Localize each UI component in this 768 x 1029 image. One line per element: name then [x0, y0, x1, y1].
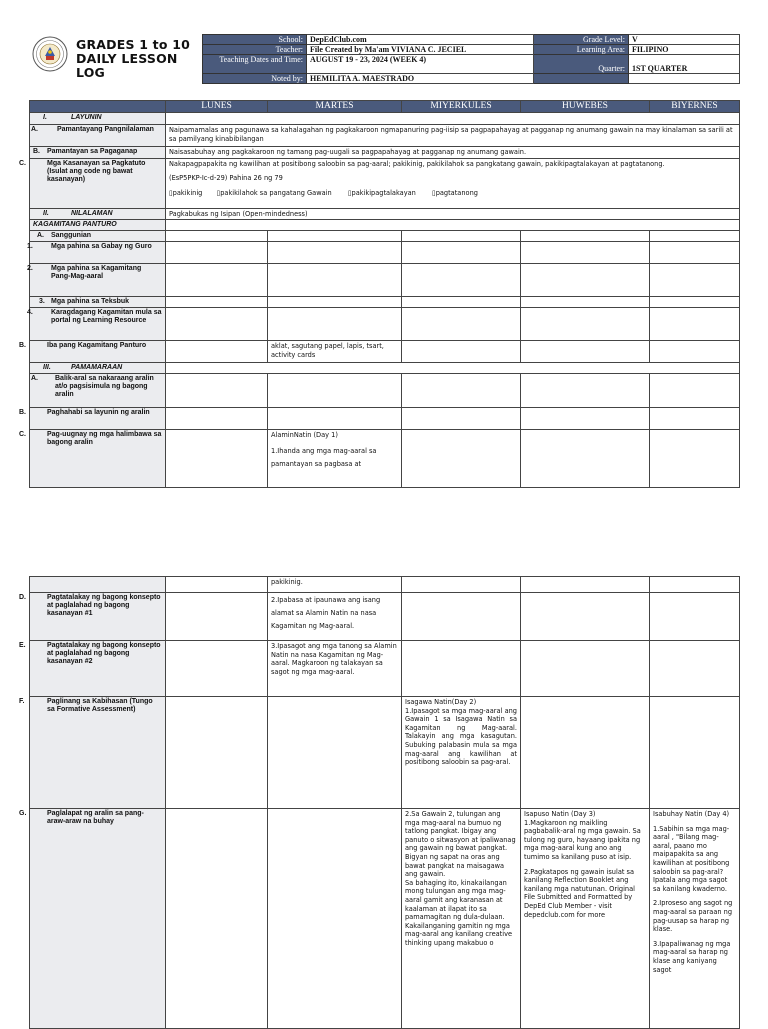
isabuhay-step3: 3.Ipapaliwanag ng mga mag-aaral sa harap ng klase ang kaniyang sagot [653, 939, 731, 974]
row-sanggunian: A. Sanggunian [30, 231, 166, 242]
cell [402, 430, 521, 488]
cell [521, 577, 650, 593]
cell [166, 374, 268, 408]
pagtatalakay-1-martes: 2.Ipabasa at ipaunawa ang isang alamat sa Alamin Natin na nasa Kagamitan ng Mag-aaral. [268, 593, 402, 641]
check-item: pagtatanong [435, 188, 478, 197]
school-label: School: [203, 35, 307, 45]
cell [402, 641, 521, 697]
quarter-value: 1ST QUARTER [629, 55, 740, 74]
cell [166, 231, 268, 242]
continued-label [30, 577, 166, 593]
cell [166, 809, 268, 1029]
quarter-label: Quarter: [534, 55, 629, 74]
cell [268, 242, 402, 264]
cell [268, 408, 402, 430]
area-value: FILIPINO [629, 45, 740, 55]
cell [268, 231, 402, 242]
day-miyerkules: MIYERKULES [402, 101, 521, 113]
cell [268, 374, 402, 408]
pamantayan-sa-pagaganap-content: Naisasabuhay ang pagkakaroon ng tamang pag-uugali sa pagpapahayag at pagganap ng anumang gawain. [166, 147, 740, 159]
cell [402, 231, 521, 242]
cell [166, 430, 268, 488]
cell [166, 697, 268, 809]
paglinang-miyerkules: Isagawa Natin(Day 2) 1.Ipasagot sa mga mag-aaral ang Gawain 1 sa Isagawa Natin sa Kagamitan ng Mag-aaral. Talakayin ang mga kasagutan. Subuking palabasin mula sa mga mag-aaral ang kawilihan at positibong saloobin sa pag-aral. [402, 697, 521, 809]
cell [166, 577, 268, 593]
check-box-icon: ▯ [169, 188, 173, 197]
teacher-value: File Created by Ma'am VIVIANA C. JECIEL [307, 45, 534, 55]
cell [402, 341, 521, 363]
kasanayan-checklist [169, 189, 736, 198]
isabuhay-step2: 2.Iproseso ang sagot ng mag-aaral sa paraan ng pag-uusap sa harap ng klase. [653, 899, 733, 934]
title-line2: DAILY LESSON LOG [76, 51, 178, 80]
cell [650, 593, 740, 641]
section-nilalaman: II. NILALAMAN [30, 208, 166, 220]
teacher-label: Teacher: [203, 45, 307, 55]
isapuso-natin-text: Isapuso Natin (Day 3) 1.Magkaroon ng maikling pagbabalik-aral ng mga gawain. Sa tulong ng guro, hayaang ipakita ng mga mag-aaral kung ano ang tumimo sa kanilang puso at isip. [524, 810, 641, 861]
cell [650, 641, 740, 697]
row-pagtatalakay-1: D. Pagtatalakay ng bagong konsepto at paglalahad ng bagong kasanayan #1 [30, 593, 166, 641]
paglalapat-huwebes [521, 809, 650, 1029]
cell [650, 408, 740, 430]
reflection-booklet-text: 2.Pagkatapos ng gawain isulat sa kanilang Reflection Booklet ang kanilang mga natutunan. Original File Submitted and Formatted by DepEd Club Member - visit depedclub.com for more [524, 867, 635, 919]
row-paglalapat: G. Paglalapat ng aralin sa pang-araw-araw na buhay [30, 809, 166, 1029]
cell [166, 297, 268, 308]
cell [166, 408, 268, 430]
cell [402, 297, 521, 308]
cell [521, 341, 650, 363]
cell [650, 242, 740, 264]
row-pamantayang-pangnilalaman: A. Pamantayang Pangnilalaman [30, 125, 166, 147]
section-kagamitang-panturo: KAGAMITANG PANTURO [30, 220, 166, 231]
cell [650, 231, 740, 242]
grade-value: V [629, 35, 740, 45]
cell [268, 264, 402, 297]
area-label: Learning Area: [534, 45, 629, 55]
cell [402, 408, 521, 430]
kagamitang-blank [166, 220, 740, 231]
cell [521, 430, 650, 488]
kasanayan-text: Nakapagpapakita ng kawilihan at positibong saloobin sa pag-aaral; pakikinig, pakikilahok sa pangkatang gawain, pakikipagtalakayan at pagtatanong. [169, 159, 665, 168]
cell [166, 308, 268, 341]
check-box-icon: ▯ [216, 188, 221, 197]
paglalapat-miyerkules: 2.Sa Gawain 2, tulungan ang mga mag-aaral na bumuo ng tatlong pangkat. Ibigay ang panuto o sitwasyon at ipaliwanag ang gawain ng bawat pangkat. Bigyan ng sapat na oras ang bawat pangkat na maisagawa ang gawain. Sa bahaging ito, kinakailangan mong tulungan ang mga mag-aaral gamit ang karanasan at kaalaman at ilapat ito sa pamamagitan ng dula-dulaan. Kakailanganing gamitin ng mga mag-aaral ang kanilang creative thinking upang makabuo o [402, 809, 521, 1029]
row-balik-aral: A. Balik-aral sa nakaraang aralin at/o pagsisimula ng bagong aralin [30, 374, 166, 408]
noted-value: HEMILITA A. MAESTRADO [307, 74, 534, 84]
cell [521, 242, 650, 264]
day-lunes: LUNES [166, 101, 268, 113]
mga-kasanayan-content [166, 158, 740, 208]
check-item: pakikilahok sa pangatang Gawain [220, 188, 332, 197]
section-pamamaraan: III. PAMAMARAAN [30, 363, 166, 374]
cell [521, 297, 650, 308]
check-box-icon: ▯ [432, 188, 436, 197]
cell [268, 697, 402, 809]
grade-label: Grade Level: [534, 35, 629, 45]
cell [166, 341, 268, 363]
check-box-icon: ▯ [347, 188, 352, 197]
cell [268, 308, 402, 341]
alamin-natin-heading: AlaminNatin (Day 1) [271, 431, 338, 440]
day-header-row [30, 101, 740, 113]
row-mga-kasanayan: C. Mga Kasanayan sa Pagkatuto (Isulat ang code ng bawat kasanayan) [30, 158, 166, 208]
cell [650, 264, 740, 297]
cell [402, 308, 521, 341]
cell [402, 242, 521, 264]
school-value: DepEdClub.com [307, 35, 534, 45]
cell [650, 308, 740, 341]
cell [402, 577, 521, 593]
alamin-natin-step1: 1.Ihanda ang mga mag-aaral sa pamantayan sa pagbasa at [271, 446, 377, 468]
header-blank-cell [534, 74, 629, 84]
deped-seal-logo [32, 36, 68, 72]
noted-label: Noted by: [203, 74, 307, 84]
document-title [76, 38, 206, 80]
row-pag-uugnay: C. Pag-uugnay ng mga halimbawa sa bagong aralin [30, 430, 166, 488]
cell [166, 264, 268, 297]
row-pagtatalakay-2: E. Pagtatalakay ng bagong konsepto at paglalahad ng bagong kasanayan #2 [30, 641, 166, 697]
section-layunin: I. LAYUNIN [30, 113, 166, 125]
row-teksbuk: 3. Mga pahina sa Teksbuk [30, 297, 166, 308]
cell [166, 242, 268, 264]
day-header-blank [30, 101, 166, 113]
cell [166, 593, 268, 641]
check-item: pakikipagtalakayan [351, 188, 416, 197]
cell [402, 593, 521, 641]
iba-pang-kagamitang-martes: aklat, sagutang papel, lapis, tsart, activity cards [268, 341, 402, 363]
kasanayan-code: (EsP5PKP-Ic-d-29) Pahina 26 ng 79 [169, 174, 283, 183]
isabuhay-step1: 1.Sabihin sa mga mag-aaral , "Bilang mag-aaral, paano mo maipapakita sa ang kawilihan at positibong saloobin sa pag-aral? Ipatala ang mga sagot sa kanilang kwaderno. [653, 824, 730, 893]
cell [521, 593, 650, 641]
cell [650, 697, 740, 809]
row-kagamitang-pang-mag-aaral: 2. Mga pahina sa Kagamitang Pang-Mag-aaral [30, 264, 166, 297]
cell [521, 308, 650, 341]
pamantayang-pangnilalaman-content: Naipamamalas ang pagunawa sa kahalagahan ng pagkakaroon ngmapanuring pag-iisip sa pagpapahayag at pagganap ng anumang gawain na may kinalaman sa sarili at sa pamilyang kinabibilangan [166, 125, 740, 147]
continued-martes: pakikinig. [268, 577, 402, 593]
row-karagdagang-kagamitan: 4. Karagdagang Kagamitan mula sa portal ng Learning Resource [30, 308, 166, 341]
row-paglinang-sa-kabihasan: F. Paglinang sa Kabihasan (Tungo sa Formative Assessment) [30, 697, 166, 809]
pagtatalakay-2-martes: 3.Ipasagot ang mga tanong sa Alamin Natin na nasa Kagamitan ng Mag-aaral. Magkaroon ng talakayan sa sagot ng mga mag-aaral. [268, 641, 402, 697]
row-gabay-ng-guro: 1. Mga pahina sa Gabay ng Guro [30, 242, 166, 264]
cell [268, 297, 402, 308]
row-paghahabi: B. Paghahabi sa layunin ng aralin [30, 408, 166, 430]
header-info-table [202, 34, 740, 84]
cell [521, 231, 650, 242]
cell [521, 264, 650, 297]
day-biyernes: BIYERNES [650, 101, 740, 113]
cell [650, 297, 740, 308]
nilalaman-content: Pagkabukas ng Isipan (Open-mindedness) [166, 208, 740, 220]
cell [402, 374, 521, 408]
lesson-log-table-page2 [19, 576, 740, 1029]
pag-uugnay-martes [268, 430, 402, 488]
row-pamantayan-sa-pagaganap: B. Pamantayan sa Pagaganap [30, 147, 166, 159]
pamamaraan-blank [166, 363, 740, 374]
paglalapat-biyernes [650, 809, 740, 1029]
day-martes: MARTES [268, 101, 402, 113]
dates-value: AUGUST 19 - 23, 2024 (WEEK 4) [307, 55, 534, 74]
cell [650, 374, 740, 408]
cell [166, 641, 268, 697]
cell [268, 809, 402, 1029]
layunin-blank [166, 113, 740, 125]
row-iba-pang-kagamitang: B. Iba pang Kagamitang Panturo [30, 341, 166, 363]
cell [521, 697, 650, 809]
header-blank-value [629, 74, 740, 84]
cell [521, 374, 650, 408]
cell [402, 264, 521, 297]
cell [650, 430, 740, 488]
day-huwebes: HUWEBES [521, 101, 650, 113]
cell [521, 408, 650, 430]
cell [521, 641, 650, 697]
cell [650, 577, 740, 593]
lesson-log-table-page1 [19, 100, 740, 488]
isabuhay-natin-heading: Isabuhay Natin (Day 4) [653, 810, 730, 818]
dates-label: Teaching Dates and Time: [203, 55, 307, 74]
cell [650, 341, 740, 363]
check-item: pakikinig [172, 188, 203, 197]
title-line1: GRADES 1 to 10 [76, 37, 190, 52]
